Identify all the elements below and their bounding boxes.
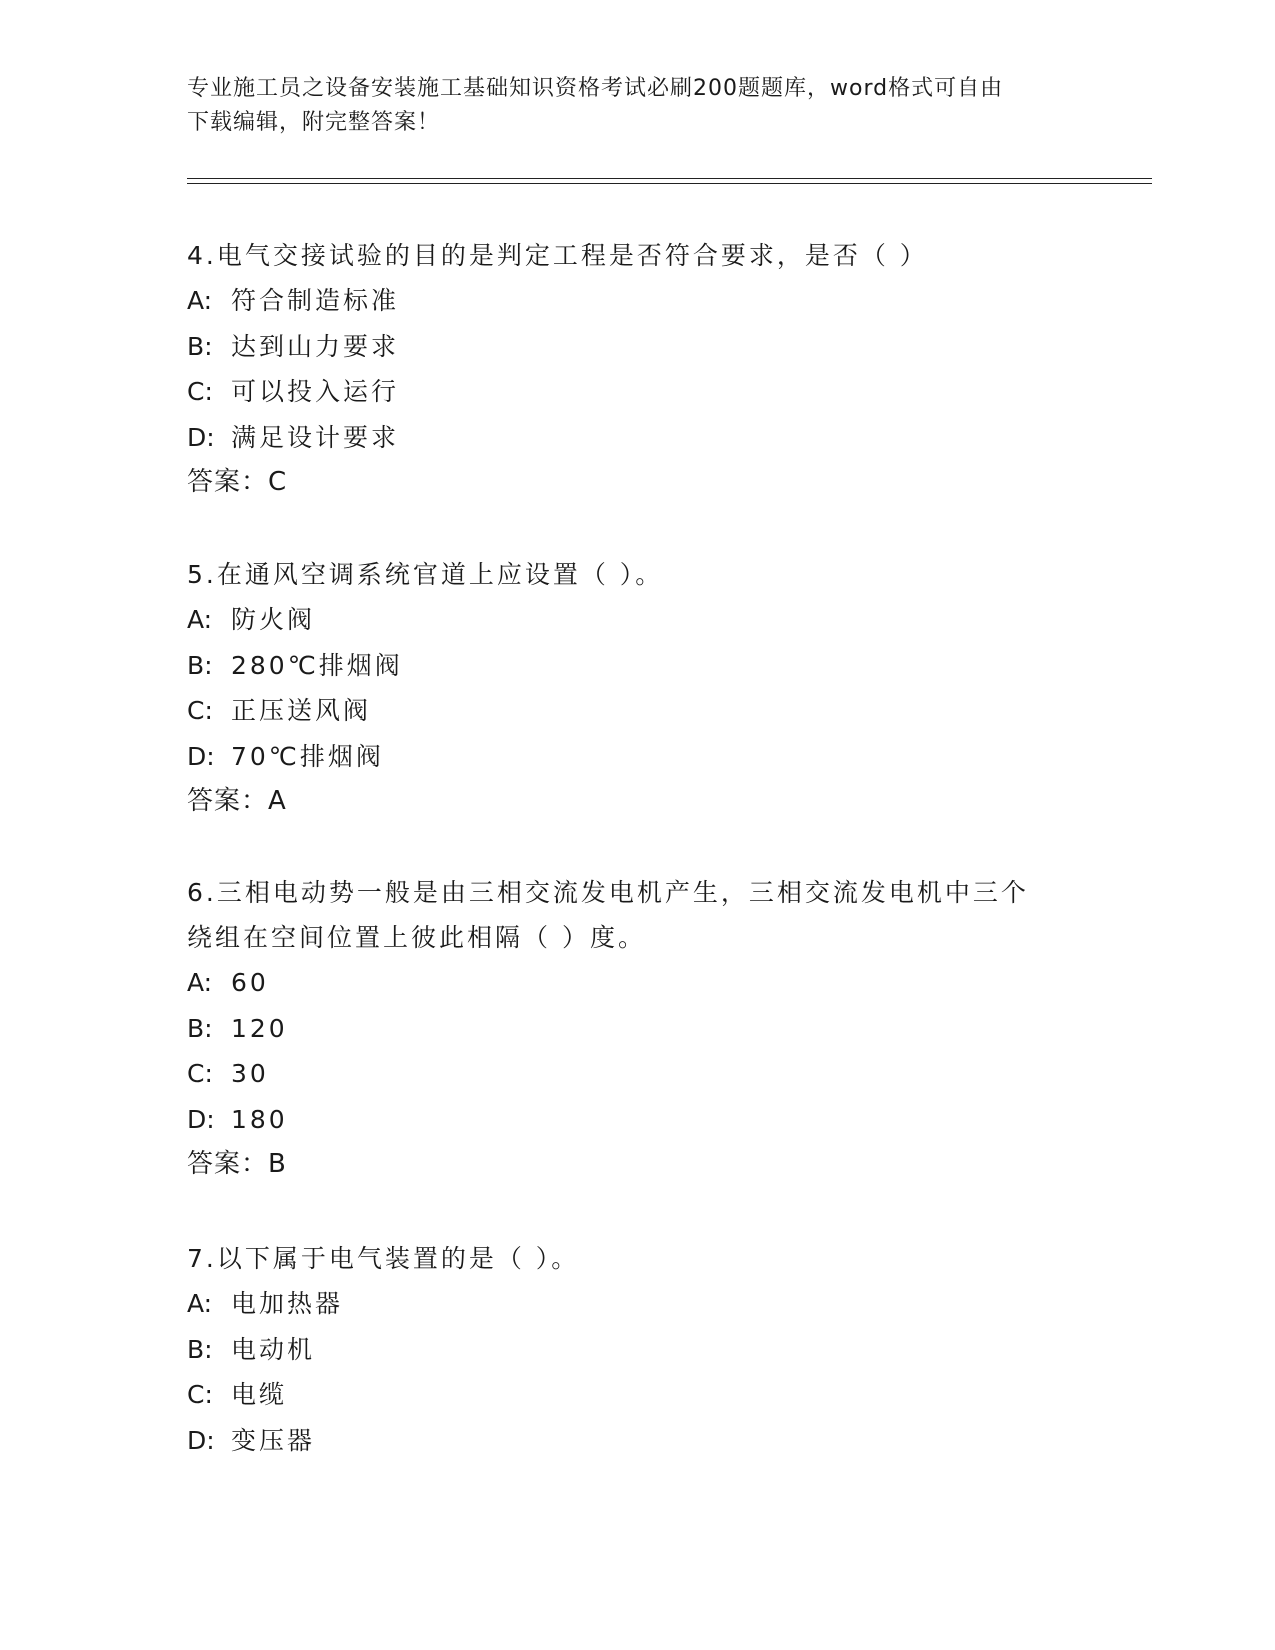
option-letter: B: (187, 1334, 213, 1364)
question-5 (187, 552, 1087, 824)
option-letter: C: (187, 1380, 213, 1409)
option-letter: D: (187, 741, 215, 771)
question-4 (187, 233, 1087, 505)
option-a (187, 960, 1087, 1006)
question-7 (187, 1236, 1087, 1463)
option-a (187, 597, 1087, 643)
option-letter: B: (187, 650, 213, 680)
answer-line: 答案：C (187, 467, 288, 497)
option-letter: C: (187, 377, 213, 406)
option-text: 正压送风阀 (231, 696, 372, 725)
option-d (187, 734, 1087, 780)
option-d (187, 1418, 1087, 1464)
option-c (187, 369, 1087, 415)
question-text: 5.在通风空调系统官道上应设置（ ）。 (187, 560, 664, 589)
option-letter: A: (187, 968, 213, 997)
option-text: 电缆 (231, 1380, 288, 1409)
option-text: 符合制造标准 (231, 286, 400, 315)
option-a (187, 1281, 1087, 1327)
question-6 (187, 870, 1087, 1187)
option-b (187, 324, 1087, 370)
header-title-line-1: 专业施工员之设备安装施工基础知识资格考试必刷200题题库，word格式可自由 (187, 76, 1004, 101)
header-divider-bottom (187, 183, 1152, 184)
option-text: 达到山力要求 (231, 331, 400, 361)
option-text: 电加热器 (231, 1289, 344, 1318)
option-letter: D: (187, 422, 215, 452)
option-letter: A: (187, 605, 213, 634)
document-header (187, 72, 1067, 140)
option-text: 120 (231, 1013, 288, 1043)
question-text: 7.以下属于电气装置的是（ ）。 (187, 1244, 580, 1273)
option-c (187, 688, 1087, 734)
answer-line: 答案：A (187, 786, 287, 816)
question-text-line-1: 6.三相电动势一般是由三相交流发电机产生，三相交流发电机中三个 (187, 878, 1029, 907)
option-text: 电动机 (231, 1334, 316, 1364)
option-b (187, 1327, 1087, 1373)
option-letter: A: (187, 286, 213, 315)
option-letter: A: (187, 1289, 213, 1318)
option-letter: B: (187, 1013, 213, 1043)
option-b (187, 1006, 1087, 1052)
option-text: 防火阀 (231, 605, 316, 634)
option-d (187, 1097, 1087, 1143)
option-c (187, 1051, 1087, 1097)
option-text: 60 (231, 968, 269, 997)
option-d (187, 415, 1087, 461)
option-text: 满足设计要求 (231, 422, 400, 452)
header-title-line-2: 下载编辑，附完整答案！ (187, 110, 441, 135)
question-text-line-2: 绕组在空间位置上彼此相隔（ ）度。 (187, 923, 646, 952)
option-text: 280℃排烟阀 (231, 650, 403, 680)
option-text: 可以投入运行 (231, 377, 400, 406)
option-letter: D: (187, 1104, 215, 1134)
option-letter: D: (187, 1425, 215, 1455)
answer-line: 答案：B (187, 1149, 287, 1179)
option-letter: C: (187, 1059, 213, 1088)
option-text: 30 (231, 1059, 269, 1088)
option-b (187, 643, 1087, 689)
option-c (187, 1372, 1087, 1418)
option-a (187, 278, 1087, 324)
option-text: 变压器 (231, 1425, 316, 1455)
header-divider-top (187, 178, 1152, 179)
option-text: 180 (231, 1104, 288, 1134)
option-letter: C: (187, 696, 213, 725)
option-letter: B: (187, 331, 213, 361)
option-text: 70℃排烟阀 (231, 741, 384, 771)
question-text: 4.电气交接试验的目的是判定工程是否符合要求，是否（ ） (187, 241, 928, 270)
